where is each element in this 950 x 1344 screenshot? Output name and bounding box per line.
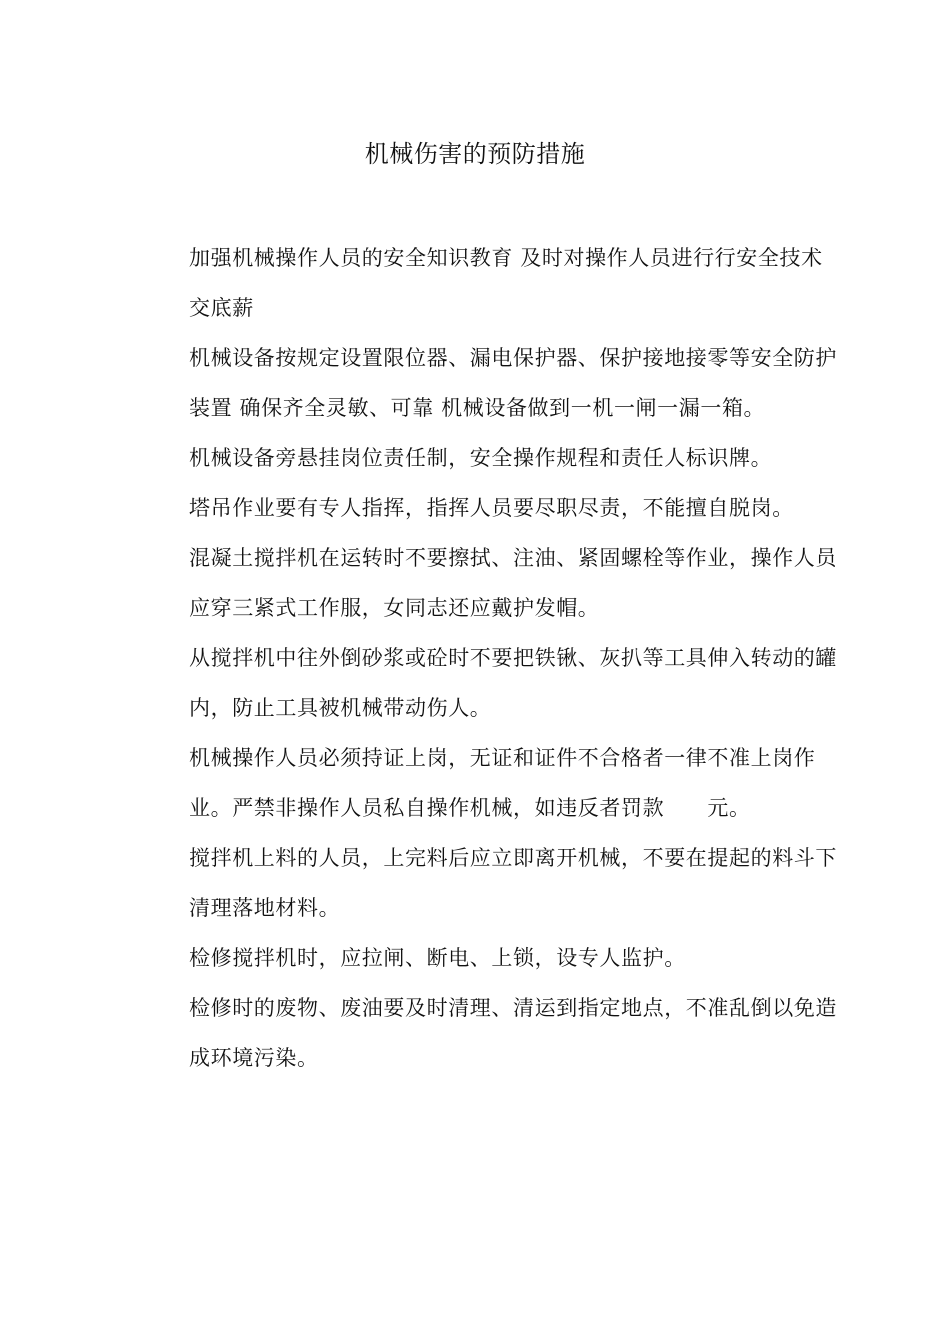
paragraph-10: 检修时的废物、废油要及时清理、清运到指定地点，不准乱倒以免造成环境污染。 <box>189 996 837 1070</box>
paragraph-4: 塔吊作业要有专人指挥，指挥人员要尽职尽责，不能擅自脱岗。 <box>189 496 794 520</box>
paragraph-8: 搅拌机上料的人员，上完料后应立即离开机械，不要在提起的料斗下清理落地材料。 <box>189 846 837 920</box>
paragraph-2: 机械设备按规定设置限位器、漏电保护器、保护接地接零等安全防护装置 确保齐全灵敏、可靠 机械设备做到一机一闸一漏一箱。 <box>189 346 837 420</box>
document-body <box>189 233 841 1083</box>
paragraph-7: 机械操作人员必须持证上岗，无证和证件不合格者一律不准上岗作业。严禁非操作人员私自操作机械，如违反者罚款 元。 <box>189 746 816 820</box>
paragraph-1: 加强机械操作人员的安全知识教育 及时对操作人员进行行安全技术交底薪 <box>189 246 823 320</box>
paragraph-5: 混凝土搅拌机在运转时不要擦拭、注油、紧固螺栓等作业，操作人员应穿三紧式工作服，女同志还应戴护发帽。 <box>189 546 837 620</box>
paragraph-9: 检修搅拌机时，应拉闸、断电、上锁，设专人监护。 <box>189 946 686 970</box>
paragraph-6: 从搅拌机中往外倒砂浆或砼时不要把铁锹、灰扒等工具伸入转动的罐内，防止工具被机械带动伤人。 <box>189 646 837 720</box>
document-title: 机械伤害的预防措施 <box>364 140 586 168</box>
paragraph-3: 机械设备旁悬挂岗位责任制，安全操作规程和责任人标识牌。 <box>189 446 773 470</box>
